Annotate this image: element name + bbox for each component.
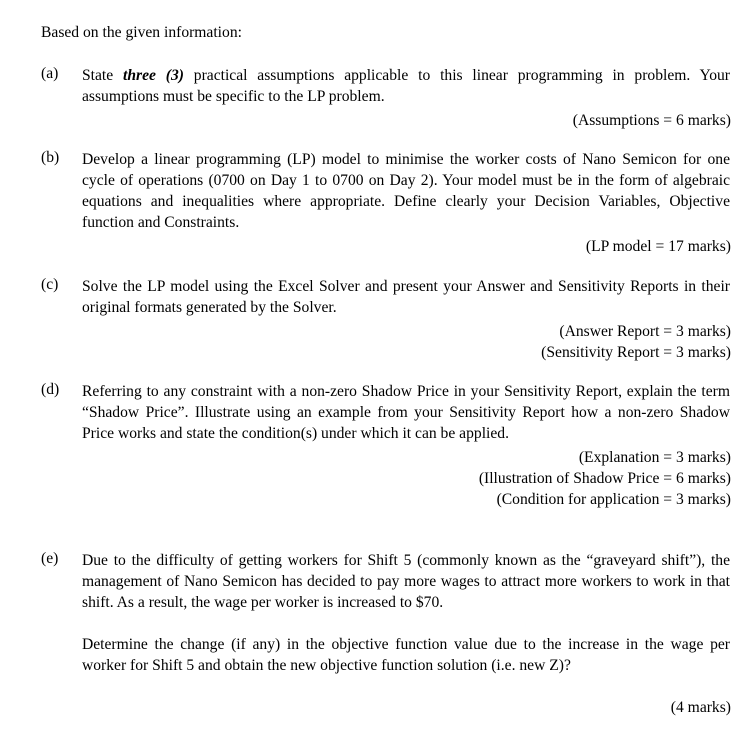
marks-line: (4 marks) bbox=[670, 699, 731, 716]
question-body bbox=[82, 381, 730, 444]
question-label: (d) bbox=[41, 381, 60, 398]
question-label: (c) bbox=[41, 276, 59, 293]
emphasis-text: three (3) bbox=[123, 67, 184, 84]
marks-line: (Sensitivity Report = 3 marks) bbox=[541, 344, 731, 361]
intro-text: Based on the given information: bbox=[41, 24, 242, 41]
question-c bbox=[41, 276, 731, 363]
question-label: (a) bbox=[41, 65, 59, 82]
question-d bbox=[41, 381, 731, 510]
marks-block bbox=[41, 321, 731, 363]
question-text: Due to the difficulty of getting workers for Shift 5 (commonly known as the “graveyard shift”), the management of Nano Semicon has decided to pay more wages to attract more workers to work in that shift. As a result, the wage per worker is increased to $70. bbox=[82, 552, 730, 611]
marks-line: (Condition for application = 3 marks) bbox=[496, 491, 731, 508]
question-body bbox=[82, 65, 730, 107]
question-text: Develop a linear programming (LP) model to minimise the worker costs of Nano Semicon for one cycle of operations (0700 on Day 1 to 0700 on Day 2). Your model must be in the form of algebraic equations and inequalities where appropriate. Define clearly your Decision Variables, Objective function and Constraints. bbox=[82, 151, 730, 231]
question-text: Referring to any constraint with a non-zero Shadow Price in your Sensitivity Report, explain the term “Shadow Price”. Illustrate using an example from your Sensitivity Report how a non-zero Shadow Price works and state the condition(s) under which it can be applied. bbox=[82, 383, 730, 442]
question-text: Solve the LP model using the Excel Solver and present your Answer and Sensitivity Reports in their original formats generated by the Solver. bbox=[82, 278, 730, 316]
marks-block bbox=[41, 236, 731, 257]
text-part: State bbox=[82, 67, 124, 84]
marks-block bbox=[41, 110, 731, 131]
question-label: (b) bbox=[41, 149, 60, 166]
marks-line: (Explanation = 3 marks) bbox=[578, 449, 731, 466]
question-text bbox=[82, 65, 730, 107]
question-e bbox=[41, 550, 731, 718]
marks-line: (Illustration of Shadow Price = 6 marks) bbox=[478, 470, 731, 487]
marks-line: (LP model = 17 marks) bbox=[585, 238, 731, 255]
question-body bbox=[82, 149, 730, 233]
question-a bbox=[41, 65, 731, 131]
marks-line: (Answer Report = 3 marks) bbox=[559, 323, 731, 340]
question-label: (e) bbox=[41, 550, 59, 567]
marks-block bbox=[41, 447, 731, 510]
question-b bbox=[41, 149, 731, 257]
question-text: Determine the change (if any) in the objective function value due to the increase in the wage per worker for Shift 5 and obtain the new objective function solution (i.e. new Z)? bbox=[82, 636, 730, 674]
marks-line: (Assumptions = 6 marks) bbox=[572, 112, 731, 129]
question-body bbox=[82, 550, 730, 676]
question-body bbox=[82, 276, 730, 318]
marks-block bbox=[41, 697, 731, 718]
text-part: practical assumptions applicable to this linear programming in problem. Your assumptions must be specific to the LP problem. bbox=[82, 67, 731, 105]
